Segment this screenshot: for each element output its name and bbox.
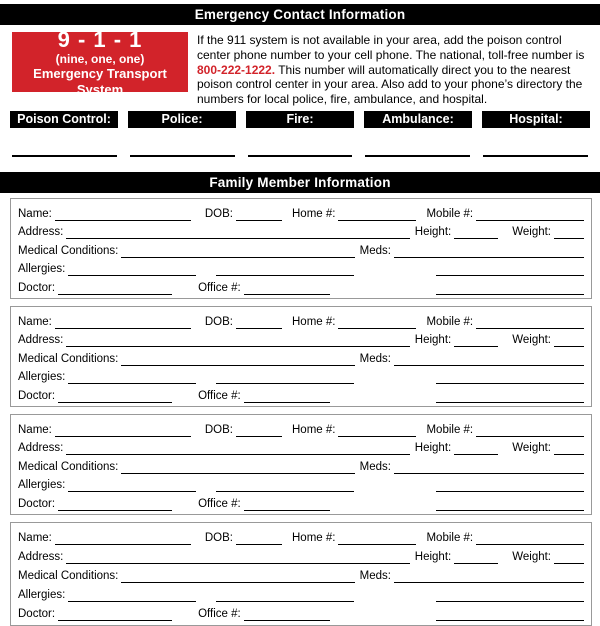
dob-blank <box>236 208 282 221</box>
dob-label: DOB: <box>204 207 233 220</box>
member-row-name <box>18 312 584 329</box>
contact-label-hospital: Hospital: <box>482 111 590 128</box>
meds-blank-2 <box>436 371 584 384</box>
doctor-label: Doctor: <box>18 497 56 510</box>
dob-label: DOB: <box>204 532 233 544</box>
contact-labels-row <box>0 111 600 128</box>
name-blank <box>55 532 191 545</box>
dob-label: DOB: <box>204 423 233 436</box>
height-blank <box>454 226 498 239</box>
name-label: Name: <box>18 532 52 544</box>
family-section-title: Family Member Information <box>209 175 391 190</box>
doctor-label: Doctor: <box>18 389 56 402</box>
weight-blank <box>554 334 584 347</box>
home-phone-blank <box>338 424 416 437</box>
member-row-allergies <box>18 475 584 492</box>
member-row-doctor <box>18 278 584 295</box>
allergies-blank-2 <box>216 479 354 492</box>
member-row-name <box>18 204 584 221</box>
doctor-blank <box>58 390 172 403</box>
medical-conditions-label: Medical Conditions: <box>18 352 119 365</box>
doctor-blank <box>58 608 172 621</box>
member-row-allergies <box>18 367 584 384</box>
address-label: Address: <box>18 551 64 563</box>
dob-label: DOB: <box>204 315 233 328</box>
mobile-phone-blank <box>476 208 584 221</box>
height-blank <box>454 334 498 347</box>
mobile-phone-label: Mobile #: <box>426 315 474 328</box>
name-label: Name: <box>18 315 52 328</box>
member-row-address <box>18 330 584 347</box>
contact-blank-hospital <box>483 144 588 157</box>
allergies-label: Allergies: <box>18 371 66 383</box>
page-header-bar <box>0 4 600 25</box>
weight-label: Weight: <box>512 551 551 563</box>
family-members <box>10 198 592 626</box>
mobile-phone-label: Mobile #: <box>426 532 474 544</box>
contact-blank-poison-control <box>12 144 117 157</box>
instructions-paragraph <box>197 33 593 107</box>
meds-blank-3 <box>436 390 584 403</box>
allergies-blank <box>68 371 196 384</box>
name-label: Name: <box>18 423 52 436</box>
name-blank <box>55 208 191 221</box>
address-label: Address: <box>18 226 64 238</box>
office-phone-label: Office #: <box>198 389 241 402</box>
emergency-911-badge <box>12 26 188 97</box>
height-blank <box>454 551 498 564</box>
contact-label-ambulance: Ambulance: <box>364 111 472 128</box>
page-title: Emergency Contact Information <box>194 7 406 22</box>
member-row-address <box>18 438 584 455</box>
meds-label: Meds: <box>359 352 391 365</box>
medical-conditions-blank <box>121 570 354 583</box>
medical-conditions-blank <box>121 353 354 366</box>
mobile-phone-blank <box>476 316 584 329</box>
office-phone-blank <box>244 390 330 403</box>
meds-blank <box>394 570 584 583</box>
doctor-blank <box>58 282 172 295</box>
member-row-doctor <box>18 494 584 511</box>
height-blank <box>454 442 498 455</box>
allergies-label: Allergies: <box>18 479 66 491</box>
office-phone-label: Office #: <box>198 497 241 510</box>
office-phone-label: Office #: <box>198 281 241 294</box>
meds-blank <box>394 245 584 258</box>
family-member-card <box>10 306 592 407</box>
office-phone-label: Office #: <box>198 608 241 620</box>
medical-conditions-label: Medical Conditions: <box>18 570 119 582</box>
address-blank <box>66 442 409 455</box>
dob-blank <box>236 532 282 545</box>
meds-blank-3 <box>436 608 584 621</box>
mobile-phone-blank <box>476 424 584 437</box>
member-row-medical <box>18 457 584 474</box>
allergies-blank <box>68 263 196 276</box>
name-label: Name: <box>18 207 52 220</box>
office-phone-blank <box>244 608 330 621</box>
doctor-label: Doctor: <box>18 281 56 294</box>
instructions-text-before: If the 911 system is not available in your area, add the poison control center phone number to your cell phone. The national, toll-free number is <box>197 33 585 62</box>
contact-blank-fire <box>248 144 353 157</box>
contact-label-police: Police: <box>128 111 236 128</box>
911-subtitle: Emergency Transport System <box>33 65 167 97</box>
meds-blank-2 <box>436 479 584 492</box>
weight-blank <box>554 226 584 239</box>
allergies-blank-2 <box>216 263 354 276</box>
medical-conditions-label: Medical Conditions: <box>18 460 119 473</box>
family-header-bar <box>0 172 600 193</box>
member-row-medical <box>18 349 584 366</box>
allergies-blank <box>68 589 196 602</box>
allergies-blank-2 <box>216 371 354 384</box>
contact-label-poison-control: Poison Control: <box>10 111 118 128</box>
member-row-medical <box>18 566 584 583</box>
member-row-doctor <box>18 386 584 403</box>
height-label: Height: <box>414 334 452 346</box>
meds-blank-3 <box>436 282 584 295</box>
home-phone-blank <box>338 208 416 221</box>
height-label: Height: <box>414 551 452 563</box>
office-phone-blank <box>244 498 330 511</box>
home-phone-label: Home #: <box>292 423 336 436</box>
address-label: Address: <box>18 334 64 346</box>
height-label: Height: <box>414 226 452 238</box>
family-member-card <box>10 414 592 515</box>
member-row-allergies <box>18 259 584 276</box>
contact-blanks-row <box>0 144 600 157</box>
name-blank <box>55 424 191 437</box>
instructions-text-after: This number will automatically direct you to the nearest poison control center in your area. Also add to your phone’s directory the numbers for local police, fire, ambulance, and hospital. <box>197 62 583 107</box>
poison-control-phone-number: 800-222-1222. <box>197 62 276 77</box>
member-row-address <box>18 547 584 564</box>
weight-label: Weight: <box>512 334 551 346</box>
911-phonetic: (nine, one, one) <box>55 51 145 66</box>
doctor-blank <box>58 498 172 511</box>
contact-label-fire: Fire: <box>246 111 354 128</box>
meds-blank-2 <box>436 263 584 276</box>
weight-blank <box>554 551 584 564</box>
member-row-doctor <box>18 604 584 621</box>
medical-conditions-blank <box>121 245 354 258</box>
dob-blank <box>236 424 282 437</box>
member-row-medical <box>18 241 584 258</box>
member-row-name <box>18 528 584 545</box>
office-phone-blank <box>244 282 330 295</box>
meds-blank-2 <box>436 589 584 602</box>
contact-blank-ambulance <box>365 144 470 157</box>
home-phone-label: Home #: <box>292 207 336 220</box>
home-phone-label: Home #: <box>292 315 336 328</box>
911-number: 9 - 1 - 1 <box>57 26 143 52</box>
doctor-label: Doctor: <box>18 608 56 620</box>
address-blank <box>66 226 409 239</box>
address-blank <box>66 334 409 347</box>
weight-label: Weight: <box>512 442 551 454</box>
height-label: Height: <box>414 442 452 454</box>
meds-label: Meds: <box>359 460 391 473</box>
address-label: Address: <box>18 442 64 454</box>
member-row-allergies <box>18 585 584 602</box>
allergies-label: Allergies: <box>18 589 66 601</box>
meds-label: Meds: <box>359 570 391 582</box>
mobile-phone-blank <box>476 532 584 545</box>
contact-blank-police <box>130 144 235 157</box>
allergies-label: Allergies: <box>18 263 66 275</box>
family-member-card <box>10 198 592 299</box>
medical-conditions-label: Medical Conditions: <box>18 244 119 257</box>
address-blank <box>66 551 409 564</box>
home-phone-label: Home #: <box>292 532 336 544</box>
dob-blank <box>236 316 282 329</box>
meds-label: Meds: <box>359 244 391 257</box>
home-phone-blank <box>338 316 416 329</box>
mobile-phone-label: Mobile #: <box>426 423 474 436</box>
member-row-address <box>18 222 584 239</box>
meds-blank-3 <box>436 498 584 511</box>
family-member-card <box>10 522 592 626</box>
meds-blank <box>394 461 584 474</box>
weight-label: Weight: <box>512 226 551 238</box>
mobile-phone-label: Mobile #: <box>426 207 474 220</box>
name-blank <box>55 316 191 329</box>
allergies-blank-2 <box>216 589 354 602</box>
member-row-name <box>18 420 584 437</box>
meds-blank <box>394 353 584 366</box>
allergies-blank <box>68 479 196 492</box>
home-phone-blank <box>338 532 416 545</box>
medical-conditions-blank <box>121 461 354 474</box>
weight-blank <box>554 442 584 455</box>
